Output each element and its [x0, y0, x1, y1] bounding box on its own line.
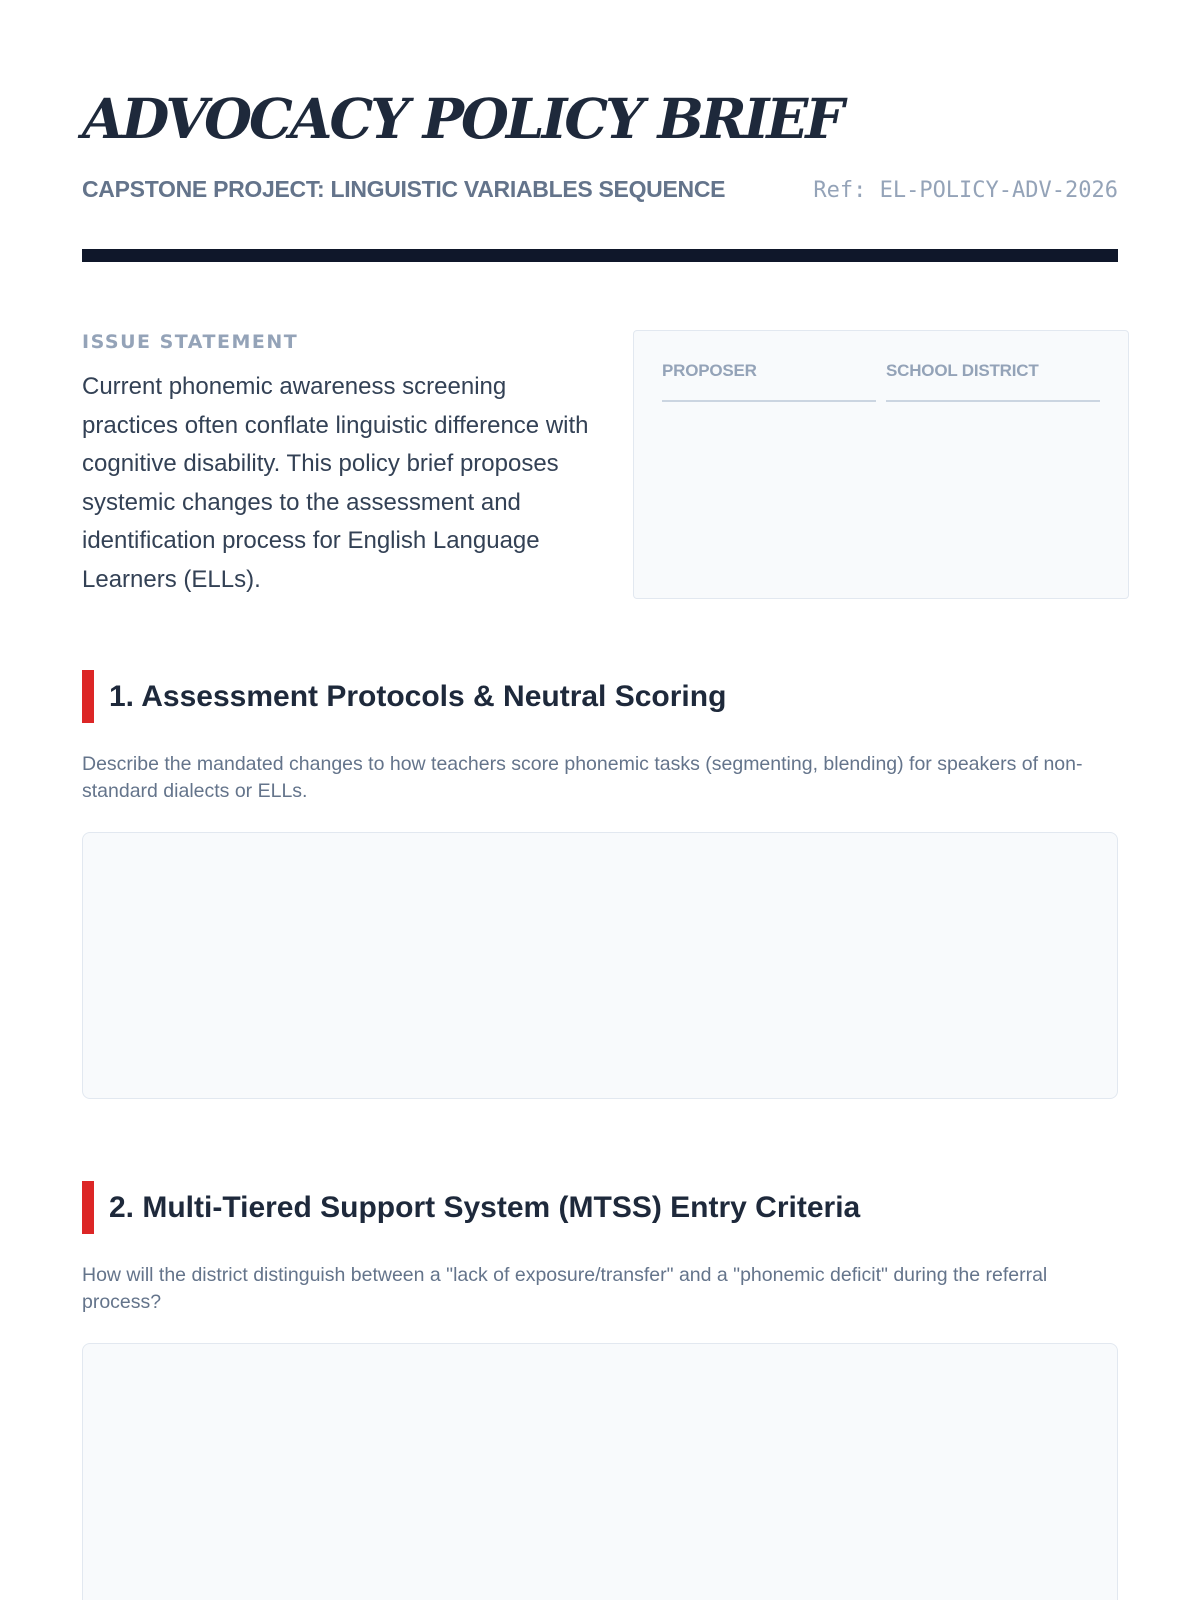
header-divider — [82, 249, 1118, 262]
reference-code: Ref: EL-POLICY-ADV-2026 — [813, 178, 1118, 203]
subtitle-row — [82, 176, 1118, 203]
issue-statement-label: ISSUE STATEMENT — [82, 331, 299, 353]
school-district-input-line[interactable] — [886, 400, 1100, 402]
proposer-info-box — [633, 330, 1129, 599]
section-2-answer-box[interactable] — [82, 1343, 1118, 1600]
section-2-title: 2. Multi-Tiered Support System (MTSS) Entry Criteria — [109, 1190, 861, 1224]
proposer-input-line[interactable] — [662, 400, 876, 402]
proposer-label: PROPOSER — [662, 361, 757, 380]
section-1-title: 1. Assessment Protocols & Neutral Scoring — [109, 679, 727, 713]
section-1-description: Describe the mandated changes to how teachers score phonemic tasks (segmenting, blending) for speakers of non-standard dialects or ELLs. — [82, 753, 1083, 802]
section-2-header — [82, 1181, 860, 1234]
document-subtitle: CAPSTONE PROJECT: LINGUISTIC VARIABLES SEQUENCE — [82, 176, 726, 202]
section-1-answer-box[interactable] — [82, 832, 1118, 1099]
section-accent-bar — [82, 1181, 94, 1234]
section-2-description: How will the district distinguish between a "lack of exposure/transfer" and a "phonemic deficit" during the referral process? — [82, 1264, 1048, 1313]
school-district-field — [886, 361, 1100, 568]
document-title: ADVOCACY POLICY BRIEF — [82, 86, 842, 151]
issue-statement-text: Current phonemic awareness screening practices often conflate linguistic difference with cognitive disability. This policy brief proposes systemic changes to the assessment and identification process for English Language Learners (ELLs). — [82, 373, 589, 593]
proposer-field — [662, 361, 876, 568]
school-district-label: SCHOOL DISTRICT — [886, 361, 1039, 380]
section-accent-bar — [82, 670, 94, 723]
section-1-header — [82, 670, 726, 723]
